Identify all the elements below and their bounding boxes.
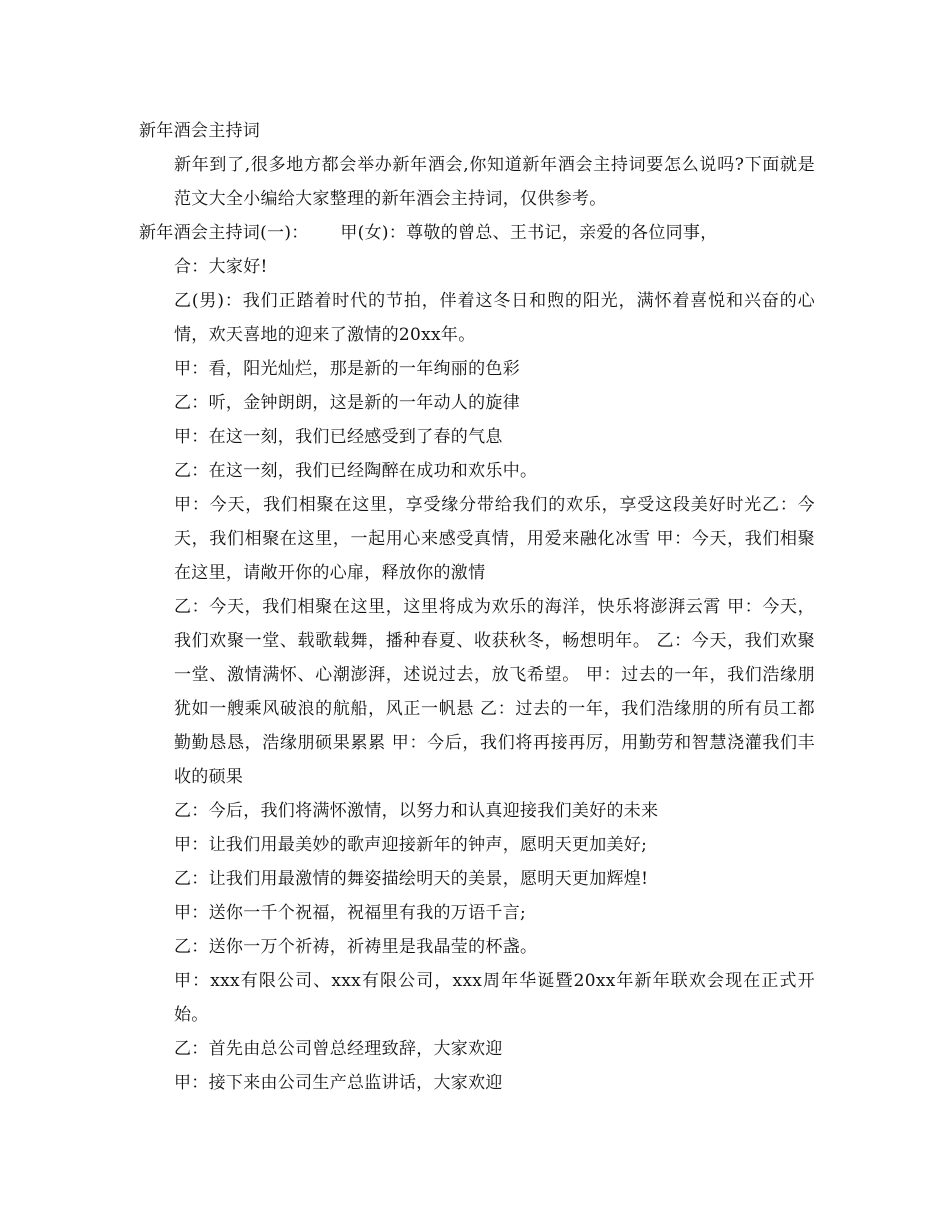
dialogue-paragraph: 甲：今天，我们相聚在这里，享受缘分带给我们的欢乐，享受这段美好时光乙：今天，我们相聚在这里，一起用心来感受真情，用爱来融化冰雪 甲：今天，我们相聚在这里，请敞开你的心扉，释放你的激情 [174, 495, 815, 583]
dialogue-line: 甲：送你一千个祝福，祝福里有我的万语千言; [174, 903, 527, 923]
document-body [139, 114, 815, 1100]
dialogue-line: 甲：看，阳光灿烂，那是新的一年绚丽的色彩 [174, 359, 520, 379]
intro-paragraph: 新年到了,很多地方都会举办新年酒会,你知道新年酒会主持词要怎么说吗?下面就是范文大全小编给大家整理的新年酒会主持词，仅供参考。 [174, 155, 815, 209]
dialogue-line: 甲：接下来由公司生产总监讲话，大家欢迎 [174, 1073, 503, 1093]
dialogue-line: 合：大家好! [174, 257, 268, 277]
dialogue-line: 乙：送你一万个祈祷，祈祷里是我晶莹的杯盏。 [174, 937, 538, 957]
dialogue-line: 乙：听，金钟朗朗，这是新的一年动人的旋律 [174, 393, 520, 413]
dialogue-line: 乙：让我们用最激情的舞姿描绘明天的美景，愿明天更加辉煌! [174, 869, 649, 889]
dialogue-paragraph: 乙：今天，我们相聚在这里，这里将成为欢乐的海洋，快乐将澎湃云霄 甲：今天，我们欢聚一堂、载歌载舞，播种春夏、收获秋冬，畅想明年。 乙：今天，我们欢聚一堂、激情满怀、心潮澎湃，述说过去，放飞希望。 甲：过去的一年，我们浩缘朋犹如一艘乘风破浪的航船，风正一帆悬 乙：过去的一年，我们浩缘朋的所有员工都勤勤恳恳，浩缘朋硕果累累 甲：今后，我们将再接再厉，用勤劳和智慧浇灌我们丰收的硕果 [174, 597, 815, 787]
section-heading: 新年酒会主持词(一)： 甲(女)：尊敬的曾总、王书记，亲爱的各位同事， [139, 223, 718, 243]
dialogue-line: 乙：首先由总公司曾总经理致辞，大家欢迎 [174, 1039, 503, 1059]
dialogue-line: 乙：在这一刻，我们已经陶醉在成功和欢乐中。 [174, 461, 538, 481]
dialogue-line: 甲：在这一刻，我们已经感受到了春的气息 [174, 427, 503, 447]
dialogue-line: 甲：让我们用最美妙的歌声迎接新年的钟声，愿明天更加美好; [174, 835, 648, 855]
dialogue-line: 甲：xxx有限公司、xxx有限公司，xxx周年华诞暨20xx年新年联欢会现在正式开始。 [174, 971, 815, 1025]
dialogue-line: 乙：今后，我们将满怀激情，以努力和认真迎接我们美好的未来 [174, 801, 659, 821]
document-title: 新年酒会主持词 [139, 121, 261, 141]
dialogue-line: 乙(男)：我们正踏着时代的节拍，伴着这冬日和煦的阳光，满怀着喜悦和兴奋的心情，欢天喜地的迎来了激情的20xx年。 [174, 291, 815, 345]
